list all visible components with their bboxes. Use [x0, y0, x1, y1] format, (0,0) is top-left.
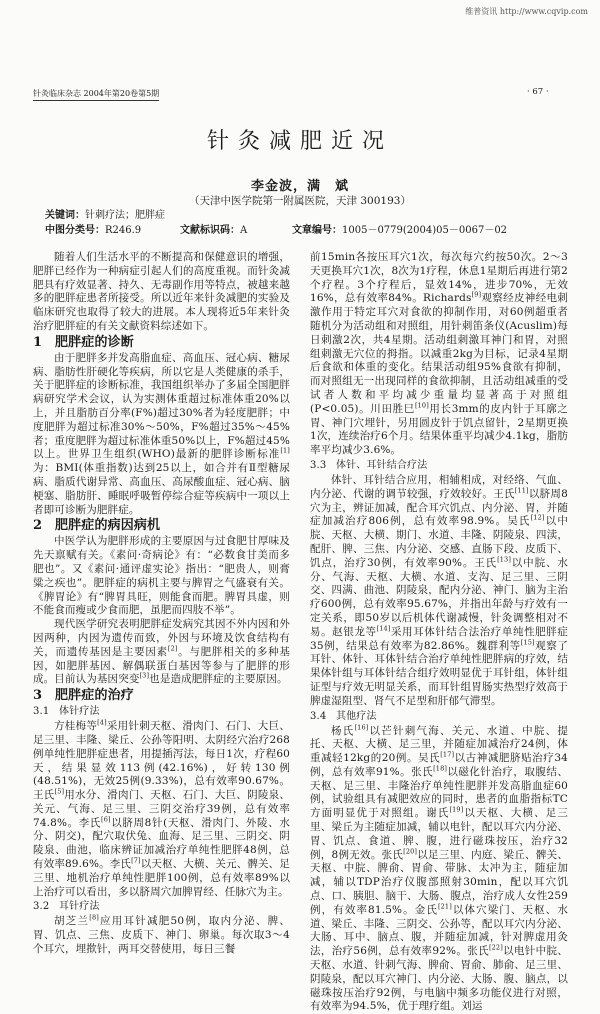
- article-title: 针灸减肥近况: [0, 124, 600, 155]
- section-number: 1: [33, 335, 55, 351]
- subsection-heading: [33, 705, 290, 719]
- citation-ref: [4]: [97, 719, 107, 727]
- affiliation: （天津中医学院第一附属医院，天津 300193）: [0, 193, 600, 208]
- body-paragraph: [33, 720, 290, 899]
- page-number: · 67 ·: [527, 87, 549, 97]
- paragraph-text: 应用耳针减肥50例，取内分泌、脾、胃、饥点、三焦、皮质下、神门、卵巢。每次取3～4个耳穴，埋揿针，两耳交替使用，每日三餐: [33, 915, 290, 955]
- citation-ref: [15]: [521, 638, 535, 646]
- section-title: 其他疗法: [336, 711, 377, 722]
- citation-ref: [12]: [531, 514, 545, 522]
- subsection-heading: [310, 459, 568, 473]
- paragraph-text: 采用耳体针结合法治疗单纯性肥胖症35例，结果总有效率为82.86%。魏群利等: [310, 626, 568, 652]
- paragraph-text: 采用针刺天枢、滑肉门、石门、大巨、足三里、丰隆、梁丘、公孙等阳明、太阴经穴治疗268例单纯性肥胖症患者，用提插泻法，每日1次，疗程60天，结果显效113例(42.16%)，好转130例(48.51%)，无效25例(9.33%)，总有效率90.67%。王氏: [33, 720, 290, 801]
- source-watermark: 维普资讯 http://www.cqvip.com: [465, 6, 588, 17]
- citation-ref: [5]: [55, 788, 65, 796]
- subsection-heading: [310, 710, 568, 724]
- paragraph-text: 胡芝兰: [54, 915, 89, 927]
- citation-ref: [2]: [168, 644, 178, 652]
- section-title: 肥胖症的诊断: [55, 335, 134, 350]
- citation-ref: [19]: [449, 806, 463, 814]
- authors: 李金波，满 斌: [0, 175, 600, 194]
- paragraph-text: 以磁化针治疗，取腹结、天枢、足三里、丰隆治疗单纯性肥胖并发高脂血症60例，试验组具有减肥效应的同时，患者的血脂指标TC方面明显优于对照组。谢氏: [310, 766, 568, 819]
- citation-ref: [10]: [415, 401, 429, 409]
- section-number: 3.3: [310, 459, 336, 473]
- paragraph-text: 方桂梅等: [54, 720, 97, 732]
- section-number: 2: [33, 518, 55, 534]
- journal-running-head: 针灸临床杂志 2004年第20卷第5期: [33, 88, 159, 101]
- paragraph-text: 观察经皮神经电刺激作用于特定耳穴对食欲的抑制作用，对60例超重者随机分为活动组和对照组，用针刺笛条仪(Acuslim)每日刺激2次，共4星期。活动组刺激耳神门和胃，对照组刺激无穴位的拇指。以减重2kg为目标，记录4星期后食欲和体重的变化。结果活动组95%食欲有抑制，而对照组无一出现同样的食欲抑制，且活动组减重的受试者人数和平均减少重量均显著高于对照组(P<0.05)。川田胜巳: [310, 292, 568, 414]
- paragraph-text: 为：BMI(体重指数)达到25以上，如合并有Ⅱ型糖尿病、脂质代谢异常、高血压、高尿酸血症、冠心病、脑梗塞、脂肪肝、睡眠呼吸暂停综合症等疾病中一项以上者即可诊断为肥胖症。: [33, 462, 290, 515]
- paragraph-text: 以脐周8穴为主，辨证加减，配合耳穴饥点、内分泌、胃，并随症加减治疗806例，总有效率98.9%。吴氏: [310, 488, 568, 528]
- citation-ref: [11]: [515, 486, 529, 494]
- document-code: [180, 221, 247, 236]
- clc-label: 中图分类号：: [45, 225, 105, 236]
- paragraph-text: 观察了耳针、体针、耳体针结合治疗单纯性肥胖病的疗效，结果体针组与耳体针结合组疗效明显优于耳针组，体针组证型与疗效无明显关系，而耳针组胃肠实热型疗效高于脾虚湿阻型、肾气不足型和肝郁气滞型。: [310, 640, 568, 707]
- body-paragraph: [33, 915, 290, 956]
- section-title: 体针疗法: [59, 706, 100, 717]
- article-no-value: 1005－0779(2004)05－0067－02: [342, 225, 507, 236]
- paragraph-text: 由于肥胖多并发高脂血症、高血压、冠心病、糖尿病、脂肪性肝硬化等疾病，所以它是人类健康的杀手，关于肥胖症的诊断标准，我国组织举办了多届全国肥胖病研究学术会议，认为实测体重超过标准体重20%以上，并且脂肪百分率(F%)超过30%者为轻度肥胖；中度肥胖为超过标准30%～50%，F%超过35%～45%者；重度肥胖为超过标准体重50%以上，F%超过45%以上。世界卫生组织(WHO)最新的肥胖诊断标准: [33, 352, 290, 461]
- keywords-label: 关键词：: [45, 210, 85, 221]
- clc-code: [45, 221, 141, 236]
- citation-ref: [22]: [489, 944, 503, 952]
- citation-ref: [8]: [89, 914, 99, 922]
- subsection-heading: [33, 900, 290, 914]
- citation-ref: [13]: [497, 555, 511, 563]
- section-title: 肥胖症的治疗: [55, 688, 134, 703]
- paragraph-text: 以古神减肥脐贴治疗34例，总有效率91%。张氏: [310, 752, 568, 778]
- section-number: 3.1: [33, 705, 59, 719]
- section-number: 3: [33, 688, 55, 704]
- citation-ref: [1]: [280, 447, 290, 455]
- article-no-label: 文章编号：: [292, 225, 342, 236]
- left-column: [33, 251, 290, 957]
- paragraph-text: 以芒针刺气海、关元、水道、中脘、提托、天枢、大横、足三里，并随症加减治疗24例，体重减轻12kg的20例。吴氏: [310, 725, 568, 765]
- paragraph-text: 体针、耳针结合应用，相辅相成，对经络、气血、内分泌、代谢的调节较强，疗效较好。王氏: [310, 474, 568, 500]
- doc-code-value: A: [240, 225, 247, 236]
- citation-ref: [9]: [472, 291, 482, 299]
- citation-ref: [7]: [131, 857, 141, 865]
- paragraph-text: 中医学认为肥胖形成的主要原因与过食肥甘厚味及先天禀赋有关。《素问·奇病论》有：“必数食甘美而多肥也”。又《素问·通评虚实论》指出：“肥贵人，则膏粱之疾也”。肥胖症的病机主要与脾胃之气盛衰有关。《脾胃论》有“脾胃具旺，则能食而肥。脾胃具虚，则不能食而瘦或少食而肥，虽肥而四肢不举”。: [33, 535, 290, 616]
- body-paragraph: [33, 618, 290, 687]
- paragraph-text: 以体穴梁门、天枢、水道、梁丘、丰隆、三阴交、公孙等，配以耳穴内分泌、大肠、耳中、脑点、腹，并随症加减，针对脾虚用灸法，治疗56例，总有效率92%。张氏: [310, 904, 568, 957]
- keywords: 针刺疗法；肥胖症: [85, 210, 165, 221]
- paragraph-text: 前15min各按压耳穴1次，每次每穴约按50次。2～3天更换耳穴1次，8次为1疗程，休息1星期后再进行第2个疗程。3个疗程后，显效14%，进步70%，无效16%，总有效率84%。Richards: [310, 251, 568, 304]
- citation-ref: [14]: [377, 624, 391, 632]
- body-paragraph: [33, 251, 290, 334]
- paragraph-text: 也是造成肥胖症的主要原因。: [149, 673, 287, 685]
- paragraph-text: 以电针中脘、天枢、水道、针刺气海、脾俞、胃俞、肺俞、足三里、阴陵泉，配以耳穴神门、内分泌、大肠、腹、脑点，以磁珠按压治疗92例，与电脑中频多功能仪进行对照，有效率为94.5%，优于理疗组。刘运: [310, 945, 568, 1012]
- section-heading: [33, 688, 290, 704]
- doc-code-label: 文献标识码：: [180, 225, 240, 236]
- citation-ref: [16]: [354, 723, 368, 731]
- body-paragraph: [33, 352, 290, 518]
- paragraph-text: 以天枢、大横、足三里、梁丘为主随症加减，辅以电针，配以耳穴内分泌、胃、饥点、食道、脾、腹，进行磁珠按压，治疗32例，8例无效。张氏: [310, 807, 568, 860]
- paragraph-text: 随着人们生活水平的不断提高和保健意识的增强，肥胖已经作为一种病症引起人们的高度重视。而针灸减肥具有疗效显著、持久、无毒副作用等特点，被越来越多的肥胖症患者所接受。所以近年来针灸减肥的实验及临床研究也取得了较大的进展。本人现将近5年来针灸治疗肥胖症的有关文献资料综述如下。: [33, 251, 290, 332]
- citation-ref: [21]: [438, 902, 452, 910]
- section-title: 肥胖症的病因病机: [55, 518, 160, 533]
- paragraph-text: 用水分、滑肉门、天枢、石门、大巨、阴陵泉、关元、气海、足三里、三阴交治疗39例，总有效率74.8%。李氏: [33, 789, 290, 829]
- paragraph-text: 以中脘、水分、气海、天枢、大横、水道、支沟、足三里、三阴交、四满、曲池、阴陵泉，配内分泌、神门、脑为主治疗600例，总有效率95.67%，并指出年龄与疗效有一定关系，即50岁以后机体代谢减慢，针灸调整相对不易。赵银龙等: [310, 557, 568, 638]
- section-title: 耳针疗法: [59, 901, 100, 912]
- section-heading: [33, 518, 290, 534]
- paragraph-text: 以中脘、天枢、大横、期门、水道、丰隆、阴陵泉、四渎，配肝、脾、三焦、内分泌、交感、直肠下段、皮质下、饥点，治疗30例，有效率90%。王氏: [310, 515, 568, 568]
- citation-ref: [18]: [433, 764, 447, 772]
- paragraph-text: 。与肥胖相关的多种基因，如肥胖基因、解偶联蛋白基因等参与了肥胖的形成。目前认为基因突变: [33, 646, 290, 686]
- paragraph-text: 用长3mm的皮内针于耳廓之胃、神门穴埋针，另用圆皮针于饥点留针，2星期更换1次，连续治疗6个月。结果体重平均减少4.1kg，脂肪率平均减少3.6%。: [310, 403, 568, 456]
- keywords-line: [45, 206, 165, 221]
- paragraph-text: 以脐周8针(天枢、滑肉门、外陵、水分、阴交)，配穴取伏兔、血海、足三里、三阴交、阴陵泉、曲池，临床辨证加减治疗单纯性肥胖48例，总有效率89.6%。李氏: [33, 817, 290, 870]
- section-number: 3.4: [310, 710, 336, 724]
- paragraph-text: 以足三里、内庭、梁丘、髀关、天枢、中脘、脾俞、胃俞、带脉、太冲为主，随症加减，辅以TDP治疗仪腹部照射30min，配以耳穴饥点、口、胰胆、脑干、大肠、腹点，治疗成人女性259例，有效率81.5%。金氏: [310, 849, 568, 916]
- citation-ref: [3]: [140, 672, 150, 680]
- body-paragraph: [310, 251, 568, 458]
- body-paragraph: [33, 535, 290, 618]
- section-title: 体针、耳针结合疗法: [336, 460, 427, 471]
- paragraph-text: 以天枢、大横、关元、髀关、足三里、地机治疗单纯性肥胖100例，总有效率89%以上治疗可以看出，多以脐周穴加脾胃经、任脉穴为主。: [33, 858, 290, 898]
- body-paragraph: [310, 474, 568, 709]
- right-column: [310, 251, 568, 1014]
- section-number: 3.2: [33, 900, 59, 914]
- citation-ref: [17]: [440, 751, 454, 759]
- body-paragraph: [310, 725, 568, 1014]
- section-heading: [33, 335, 290, 351]
- paragraph-text: 现代医学研究表明肥胖症发病究其因不外内因和外因两种，内因为遗传而致，外因与环境及饮食结构有关，而遗传基因是主要因素: [33, 618, 290, 658]
- paragraph-text: 杨氏: [331, 725, 354, 737]
- clc-value: R246.9: [105, 225, 141, 236]
- citation-ref: [20]: [403, 847, 417, 855]
- article-number: [292, 221, 507, 236]
- citation-ref: [6]: [101, 815, 111, 823]
